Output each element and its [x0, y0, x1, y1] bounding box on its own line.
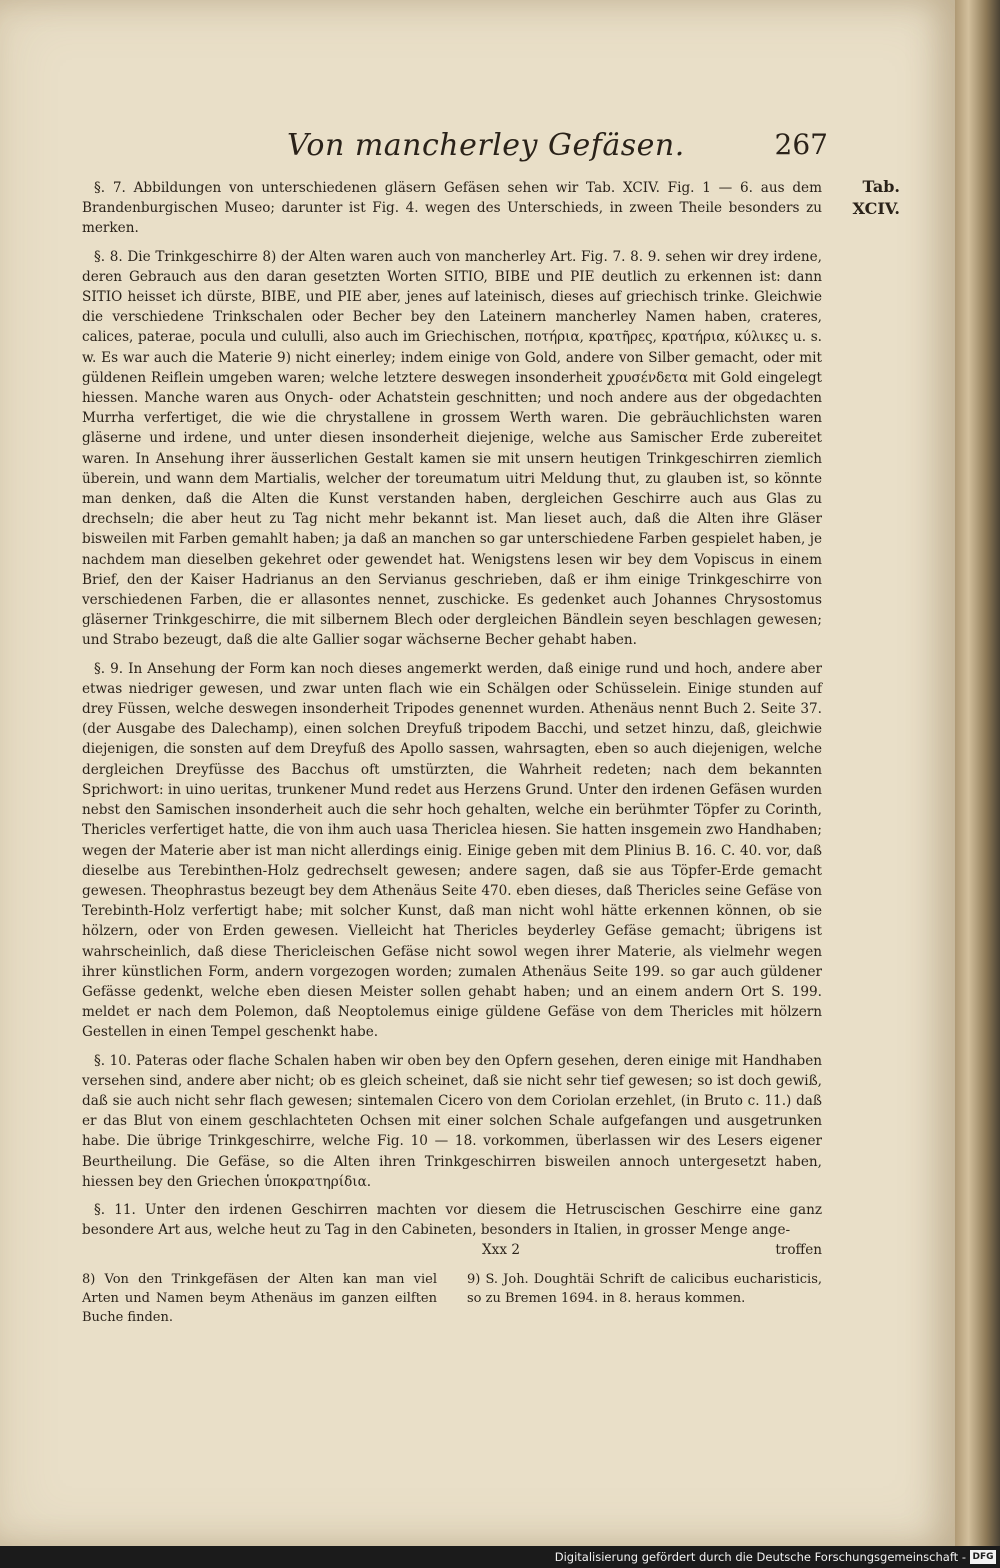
paragraph-8: §. 8. Die Trinkgeschirre 8) der Alten waren auch von mancherley Art. Fig. 7. 8. 9. sehen wir drey irdene, deren Gebrauch aus den daran gesetzten Worten SITIO, BIBE und PIE deutlich zu erkennen ist: dann SITIO heisset ich dürste, BIBE, und PIE aber, jenes auf lateinisch, dieses auf griechisch trinke. Gleichwie die verschiedene Trinkschalen oder Becher bey den Lateinern mancherley Namen haben, crateres, calices, paterae, pocula und cululli, also auch im Griechischen, ποτήρια, κρατῆρες, κρατήρια, κύλικες u. s. w. Es war auch die Materie 9) nicht einerley; indem einige von Gold, andere von Silber gemacht, oder mit güldenen Reiflein umgeben waren; welche letztere deswegen insonderheit χρυσένδετα mit Gold eingelegt hiessen. Manche waren aus Onych- oder Achatstein geschnitten; und noch andere aus der obgedachten Murrha verfertiget, die wie die chrystallene in grossem Werth waren. Die gebräuchlichsten waren gläserne und irdene, und unter diesen insonderheit diejenige, welche aus Samischer Erde zubereitet waren. In Ansehung ihrer äusserlichen Gestalt kamen sie mit unsern heutigen Trinkgeschirren ziemlich überein, und wann dem Martialis, welcher der toreumatum uitri Meldung thut, zu glauben ist, so könnte man denken, daß die Alten die Kunst verstanden haben, dergleichen Geschirre auch aus Glas zu drechseln; die aber heut zu Tag nicht mehr bekannt ist. Man lieset auch, daß die Alten ihre Gläser bisweilen mit Farben gemahlt haben; ja daß an manchen so gar unterschiedene Farben gespielet haben, je nachdem man dieselben gekehret oder gewendet hat. Wenigstens lesen wir bey dem Vopiscus in einem Brief, den der Kaiser Hadrianus an den Servianus geschrieben, daß er ihm einige Trinkgeschirre von verschiedenen Farben, die er allasontes nennet, zuschicke. Es gedenket auch Johannes Chrysostomus gläserner Trinkgeschirre, die mit silbernem Blech oder dergleichen Bändlein seyen beschlagen gewesen; und Strabo bezeugt, daß die alte Gallier sogar wächserne Becher gehabt haben. [82, 248, 822, 649]
funding-credit: Digitalisierung gefördert durch die Deutsche Forschungsgemeinschaft - [554, 1550, 966, 1564]
paragraph-10: §. 10. Pateras oder flache Schalen haben wir oben bey den Opfern gesehen, deren einige mit Handhaben versehen sind, andere aber nicht; ob es gleich scheinet, daß sie nicht sehr tief gewesen; so ist doch gewiß, daß sie auch nicht sehr flach gewesen; sintemalen Cicero von dem Coriolan erzehlet, (in Bruto c. 11.) daß er das Blut von einem geschlachteten Ochsen mit einer solchen Schale aufgefangen und ausgetrunken habe. Die übrige Trinkgeschirre, welche Fig. 10 — 18. vorkommen, überlassen wir des Lesers eigener Beurtheilung. Die Gefäse, so die Alten ihren Trinkgeschirren bisweilen annoch untergesetzt haben, hiessen bey den Griechen ὑποκρατηρίδια. [82, 1052, 822, 1190]
signature-mark: Xxx 2 [482, 1242, 520, 1259]
margin-note-line-1: Tab. [862, 177, 900, 196]
paragraph-11: §. 11. Unter den irdenen Geschirren machten vor diesem die Hetruscischen Geschirre eine ganz besondere Art aus, welche heut zu Tag in den Cabineten, besonders in Italien, in grosser Menge ange- [82, 1201, 822, 1239]
page-number: 267 [774, 128, 828, 161]
page-content [82, 128, 900, 1327]
body-text [82, 178, 822, 1240]
running-title: Von mancherley Gefäsen. [287, 128, 685, 163]
footnotes [82, 1270, 822, 1327]
digitization-footer [0, 1546, 1000, 1568]
footnote-9: 9) S. Joh. Doughtäi Schrift de calicibus eucharisticis, so zu Bremen 1694. in 8. heraus kommen. [467, 1272, 822, 1307]
margin-note-line-2: XCIV. [852, 199, 900, 218]
margin-note-tab [830, 176, 900, 220]
signature-line [82, 1240, 822, 1260]
paragraph-9: §. 9. In Ansehung der Form kan noch dieses angemerkt werden, daß einige rund und hoch, andere aber etwas niedriger gewesen, und zwar unten flach wie ein Schälgen oder Schüsselein. Einige stunden auf drey Füssen, welche deswegen insonderheit Tripodes genennet wurden. Athenäus nennt Buch 2. Seite 37. (der Ausgabe des Dalechamp), einen solchen Dreyfuß tripodem Bacchi, und setzet hinzu, daß, gleichwie diejenigen, die sonsten auf dem Dreyfuß des Apollo sassen, wahrsagten, eben so auch diejenigen, welche dergleichen Dreyfüsse des Bacchus oft umstürzten, die Wahrheit redeten; nach dem bekannten Sprichwort: in uino ueritas, trunkener Mund redet aus Herzens Grund. Unter den irdenen Gefäsen wurden nebst den Samischen insonderheit auch die sehr hoch gehalten, welche ein berühmter Töpfer zu Corinth, Thericles verfertiget hatte, die von ihm auch uasa Thericlea hiesen. Sie hatten insgemein zwo Handhaben; wegen der Materie aber ist man nicht allerdings einig. Einige geben mit dem Plinius B. 16. C. 40. vor, daß dieselbe aus Terebinthen-Holz gedrechselt gewesen; andere sagen, daß sie aus Töpfer-Erde gemacht gewesen. Theophrastus bezeugt bey dem Athenäus Seite 470. eben dieses, daß Thericles seine Gefäse von Terebinth-Holz verfertigt habe; mit solcher Kunst, daß man nicht wohl hätte erkennen können, ob sie hölzern, oder von Erden gewesen. Vielleicht hat Thericles beyderley Gefäse gemacht; übrigens ist wahrscheinlich, daß diese Thericleischen Gefäse nicht sowol wegen ihrer Materie, als vielmehr wegen ihrer künstlichen Form, andern vorgezogen worden; zumalen Athenäus Seite 199. so gar auch güldener Gefässe gedenkt, welche eben diesen Meister sollen gehabt haben; und an einem andern Ort S. 199. meldet er nach dem Polemon, daß Neoptolemus einige güldene Gefäse von dem Thericles mit hölzern Gestellen in einen Tempel geschenkt habe. [82, 660, 822, 1041]
dfg-logo: DFG [970, 1550, 996, 1564]
catchword: troffen [775, 1242, 822, 1259]
paragraph-7: §. 7. Abbildungen von unterschiedenen gläsern Gefäsen sehen wir Tab. XCIV. Fig. 1 — 6. aus dem Brandenburgischen Museo; darunter ist Fig. 4. wegen des Unterschieds, in zween Theile besonders zu merken. [82, 180, 822, 237]
page-header [82, 128, 828, 178]
footnote-8: 8) Von den Trinkgefäsen der Alten kan man viel Arten und Namen beym Athenäus im ganzen eilften Buche finden. [82, 1272, 437, 1326]
